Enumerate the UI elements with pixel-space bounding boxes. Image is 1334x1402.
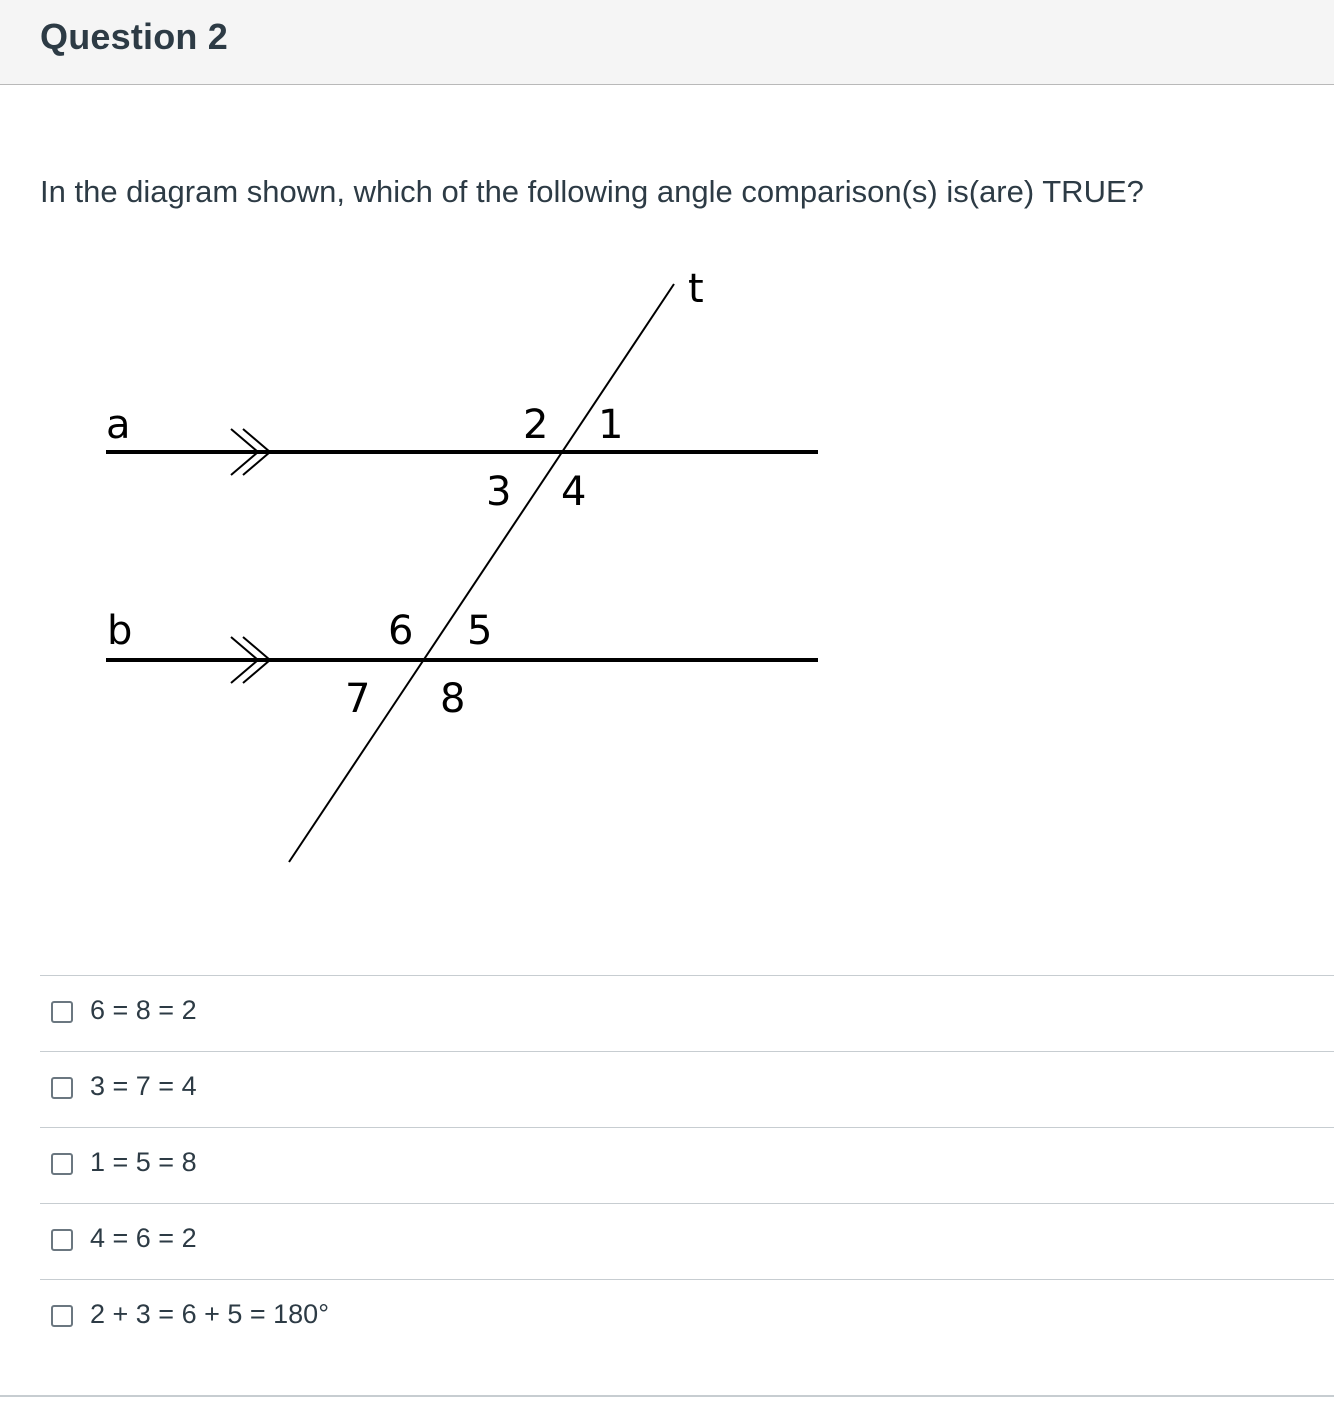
answer-option[interactable] — [40, 975, 1334, 1051]
question-text: In the diagram shown, which of the following angle comparison(s) is(are) TRUE? — [40, 174, 1144, 209]
answer-option[interactable] — [40, 1279, 1334, 1355]
question-title: Question 2 — [40, 16, 229, 57]
angle-label-1: 1 — [598, 402, 624, 448]
transversal-label: t — [688, 266, 704, 312]
answer-label[interactable]: 4 = 6 = 2 — [90, 1223, 197, 1253]
transversal-t — [289, 284, 674, 862]
angle-label-3: 3 — [486, 469, 512, 515]
answer-checkbox[interactable] — [51, 1077, 73, 1099]
angle-label-7: 7 — [345, 676, 371, 722]
answer-checkbox[interactable] — [51, 1305, 73, 1327]
line-a-label: a — [106, 402, 131, 448]
angle-label-6: 6 — [388, 608, 414, 654]
answer-list — [40, 975, 1334, 1355]
angle-label-5: 5 — [467, 608, 493, 654]
answer-checkbox[interactable] — [51, 1229, 73, 1251]
angle-label-2: 2 — [523, 402, 549, 448]
answer-option[interactable] — [40, 1051, 1334, 1127]
answer-option[interactable] — [40, 1203, 1334, 1279]
angle-label-8: 8 — [440, 676, 466, 722]
answer-label[interactable]: 2 + 3 = 6 + 5 = 180° — [90, 1299, 329, 1329]
line-b-label: b — [107, 608, 133, 654]
answer-option[interactable] — [40, 1127, 1334, 1203]
angle-label-4: 4 — [561, 469, 587, 515]
answer-checkbox[interactable] — [51, 1001, 73, 1023]
answer-label[interactable]: 6 = 8 = 2 — [90, 995, 197, 1025]
answer-label[interactable]: 3 = 7 = 4 — [90, 1071, 197, 1101]
answer-label[interactable]: 1 = 5 = 8 — [90, 1147, 197, 1177]
footer-divider — [0, 1395, 1334, 1397]
answer-checkbox[interactable] — [51, 1153, 73, 1175]
